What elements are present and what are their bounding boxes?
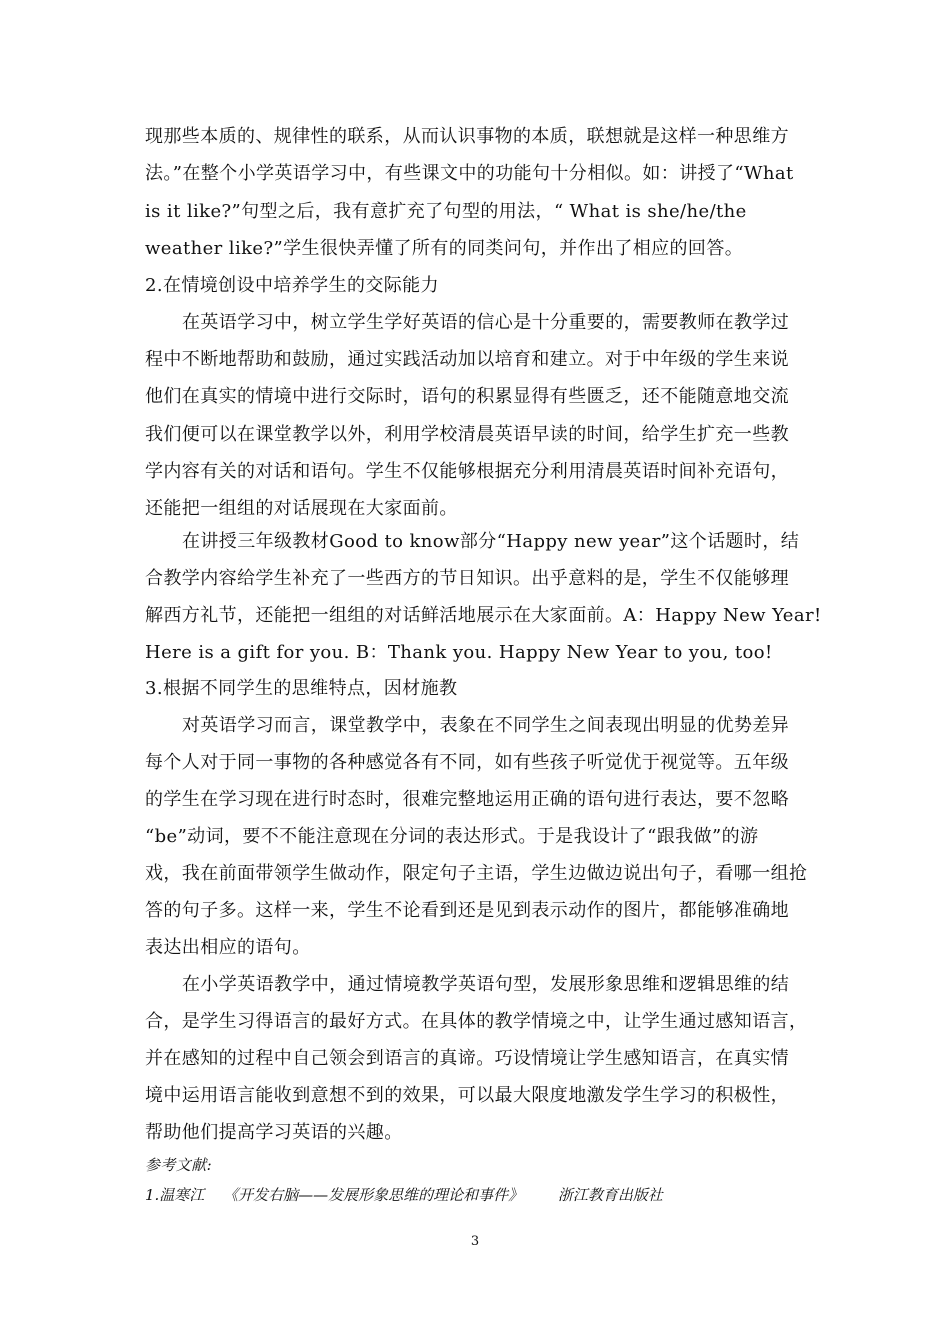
text-line: 我们便可以在课堂教学以外，利用学校清晨英语早读的时间，给学生扩充一些教 <box>145 424 789 445</box>
reference-title: 《开发右脑——发展形象思维的理论和事件》 <box>223 1186 524 1204</box>
reference-publisher: 浙江教育出版社 <box>557 1186 663 1204</box>
text-line: 合教学内容给学生补充了一些西方的节日知识。出乎意料的是，学生不仅能够理 <box>145 568 789 589</box>
text-line: 程中不断地帮助和鼓励，通过实践活动加以培育和建立。对于中年级的学生来说 <box>145 349 789 370</box>
text-line: 的学生在学习现在进行时态时，很难完整地运用正确的语句进行表达，要不忽略 <box>145 789 789 810</box>
text-line: 学内容有关的对话和语句。学生不仅能够根据充分利用清晨英语时间补充语句， <box>145 461 789 482</box>
text-line: 帮助他们提高学习英语的兴趣。 <box>145 1122 403 1143</box>
text-line: Here is a gift for you. B：Thank you. Happy New Year to you, too! <box>145 642 773 663</box>
page-number: 3 <box>470 1234 480 1249</box>
text-line: 并在感知的过程中自己领会到语言的真谛。巧设情境让学生感知语言，在真实情 <box>145 1048 789 1069</box>
text-line: 解西方礼节，还能把一组组的对话鲜活地展示在大家面前。A：Happy New Year! <box>145 605 822 626</box>
text-line: weather like?”学生很快弄懂了所有的同类问句，并作出了相应的回答。 <box>145 238 744 259</box>
text-line: 在英语学习中，树立学生学好英语的信心是十分重要的，需要教师在教学过 <box>182 312 790 333</box>
text-line: 表达出相应的语句。 <box>145 937 311 958</box>
section-heading: 2.在情境创设中培养学生的交际能力 <box>145 275 439 296</box>
text-line: 他们在真实的情境中进行交际时，语句的积累显得有些匮乏，还不能随意地交流 <box>145 386 789 407</box>
references-title: 参考文献: <box>145 1156 213 1174</box>
text-line: 每个人对于同一事物的各种感觉各有不同，如有些孩子听觉优于视觉等。五年级 <box>145 752 789 773</box>
text-line: 戏，我在前面带领学生做动作，限定句子主语，学生边做边说出句子，看哪一组抢 <box>145 863 808 884</box>
text-line: 境中运用语言能收到意想不到的效果，可以最大限度地激发学生学习的积极性， <box>145 1085 789 1106</box>
text-line: 合，是学生习得语言的最好方式。在具体的教学情境之中，让学生通过感知语言， <box>145 1011 808 1032</box>
text-line: “be”动词，要不不能注意现在分词的表达形式。于是我设计了“跟我做”的游 <box>145 826 759 847</box>
text-line: 答的句子多。这样一来，学生不论看到还是见到表示动作的图片，都能够准确地 <box>145 900 789 921</box>
text-line: 对英语学习而言，课堂教学中，表象在不同学生之间表现出明显的优势差异 <box>182 715 790 736</box>
text-line: 还能把一组组的对话展现在大家面前。 <box>145 498 458 519</box>
reference-author: 1.温寒江 <box>145 1186 205 1204</box>
text-line: 在小学英语教学中，通过情境教学英语句型，发展形象思维和逻辑思维的结 <box>182 974 790 995</box>
text-line: 现那些本质的、规律性的联系，从而认识事物的本质，联想就是这样一种思维方 <box>145 126 789 147</box>
text-line: 法。”在整个小学英语学习中，有些课文中的功能句十分相似。如：讲授了“What <box>145 163 794 184</box>
text-line: 在讲授三年级教材Good to know部分“Happy new year”这个话题时，结 <box>182 531 800 552</box>
section-heading: 3.根据不同学生的思维特点，因材施教 <box>145 678 458 699</box>
text-line: is it like?”句型之后，我有意扩充了句型的用法，“ What is she/he/the <box>145 201 747 222</box>
reference-item <box>145 1184 663 1205</box>
